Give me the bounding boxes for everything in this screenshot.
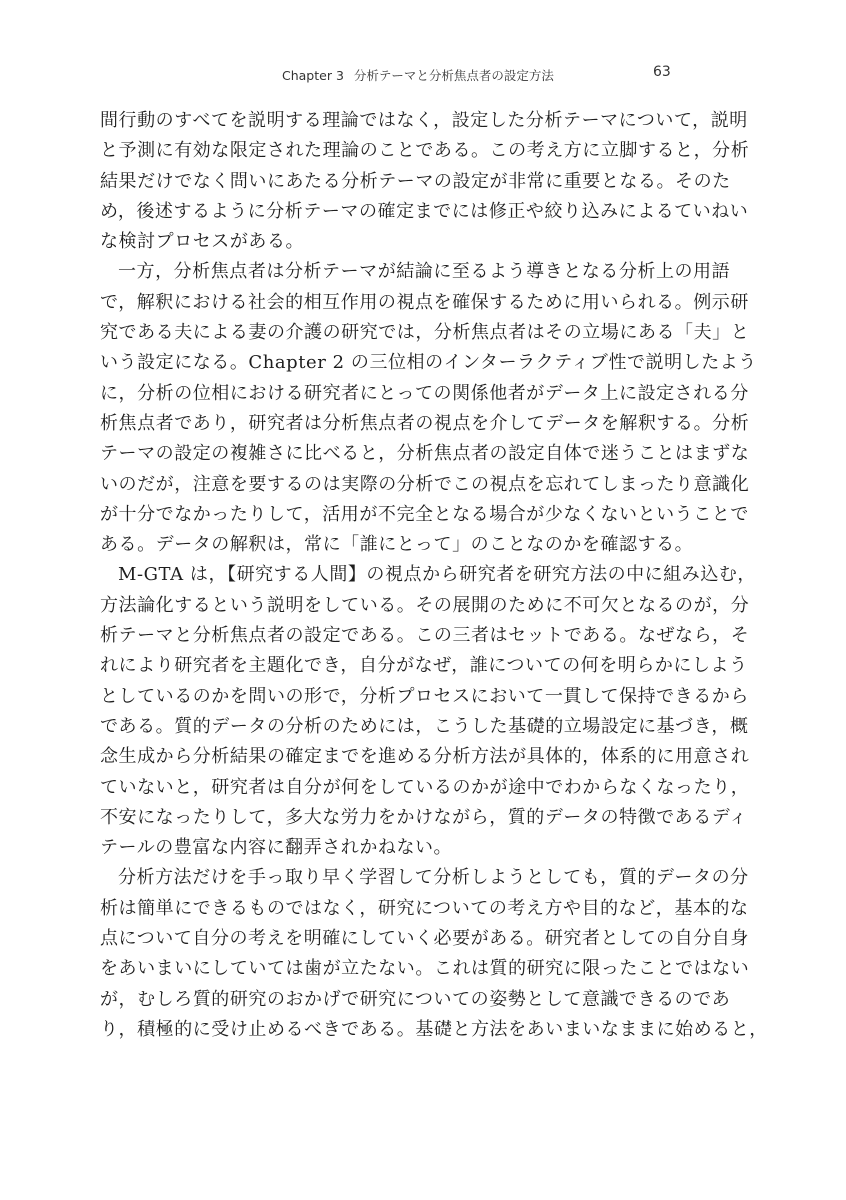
text-line: が，むしろ質的研究のおかげで研究についての姿勢として意識できるのであ [100, 988, 731, 1010]
paragraph-2 [100, 257, 757, 560]
text-line: ある。データの解釈は，常に「誰にとって」のことなのかを確認する。 [100, 534, 694, 556]
running-head [282, 66, 554, 84]
text-line: で，解釈における社会的相互作用の視点を確保するために用いられる。例示研 [100, 291, 749, 313]
text-line: が十分でなかったりして，活用が不完全となる場合が少なくないということで [100, 503, 749, 525]
chapter-title: 分析テーマと分析焦点者の設定方法 [353, 68, 554, 83]
text-line: に，分析の位相における研究者にとっての関係他者がデータ上に設定される分 [100, 382, 749, 404]
text-line: 分析方法だけを手っ取り早く学習して分析しようとしても，質的データの分 [118, 867, 749, 889]
paragraph-1 [100, 106, 750, 257]
text-line: 念生成から分析結果の確定までを進める分析方法が具体的，体系的に用意され [100, 746, 750, 768]
text-line: M-GTA は，【研究する人間】の視点から研究者を研究方法の中に組み込む， [118, 564, 756, 586]
text-line: 一方，分析焦点者は分析テーマが結論に至るよう導きとなる分析上の用語 [118, 261, 731, 283]
text-line: テーマの設定の複雑さに比べると，分析焦点者の設定自体で迷うことはまずな [100, 443, 750, 465]
text-line: り，積極的に受け止めるべきである。基礎と方法をあいまいなままに始めると， [100, 1018, 768, 1040]
text-line: としているのかを問いの形で，分析プロセスにおいて一貫して保持できるから [100, 685, 749, 707]
text-line: 究である夫による妻の介護の研究では，分析焦点者はその立場にある「夫」と [100, 322, 750, 344]
page-number: 63 [653, 64, 671, 80]
text-line: と予測に有効な限定された理論のことである。この考え方に立脚すると，分析 [100, 140, 750, 162]
text-line: 間行動のすべてを説明する理論ではなく，設定した分析テーマについて，説明 [100, 110, 748, 131]
text-line: 析テーマと分析焦点者の設定である。この三者はセットである。なぜなら，そ [100, 625, 750, 647]
paragraph-3 [100, 560, 756, 863]
text-line: である。質的データの分析のためには，こうした基礎的立場設定に基づき，概 [100, 715, 749, 737]
text-line: れにより研究者を主題化でき，自分がなぜ，誰についての何を明らかにしよう [100, 655, 748, 677]
text-line: め，後述するように分析テーマの確定までには修正や絞り込みによるていねい [100, 200, 749, 222]
text-line: 点について自分の考えを明確にしていく必要がある。研究者としての自分自身 [100, 928, 749, 950]
text-line: な検討プロセスがある。 [100, 231, 305, 253]
text-line: 不安になったりして，多大な労力をかけながら，質的データの特徴であるディ [100, 806, 748, 828]
text-line: 結果だけでなく問いにあたる分析テーマの設定が非常に重要となる。そのた [100, 170, 731, 192]
text-line: いう設定になる。Chapter 2 の三位相のインターラクティブ性で説明したよう [100, 352, 757, 374]
text-line: 析焦点者であり，研究者は分析焦点者の視点を介してデータを解釈する。分析 [100, 412, 750, 434]
text-line: ていないと，研究者は自分が何をしているのかが途中でわからなくなったり， [100, 776, 750, 798]
text-line: いのだが，注意を要するのは実際の分析でこの視点を忘れてしまったり意識化 [100, 473, 750, 495]
paragraph-4 [100, 863, 768, 1045]
text-line: をあいまいにしていては歯が立たない。これは質的研究に限ったことではない [100, 958, 750, 980]
text-line: 方法論化するという説明をしている。その展開のために不可欠となるのが，分 [100, 594, 750, 616]
chapter-label: Chapter 3 [282, 68, 344, 83]
text-line: 析は簡単にできるものではなく，研究についての考え方や目的など，基本的な [100, 897, 749, 919]
text-line: テールの豊富な内容に翻弄されかねない。 [100, 837, 453, 859]
body-text [100, 106, 768, 1045]
